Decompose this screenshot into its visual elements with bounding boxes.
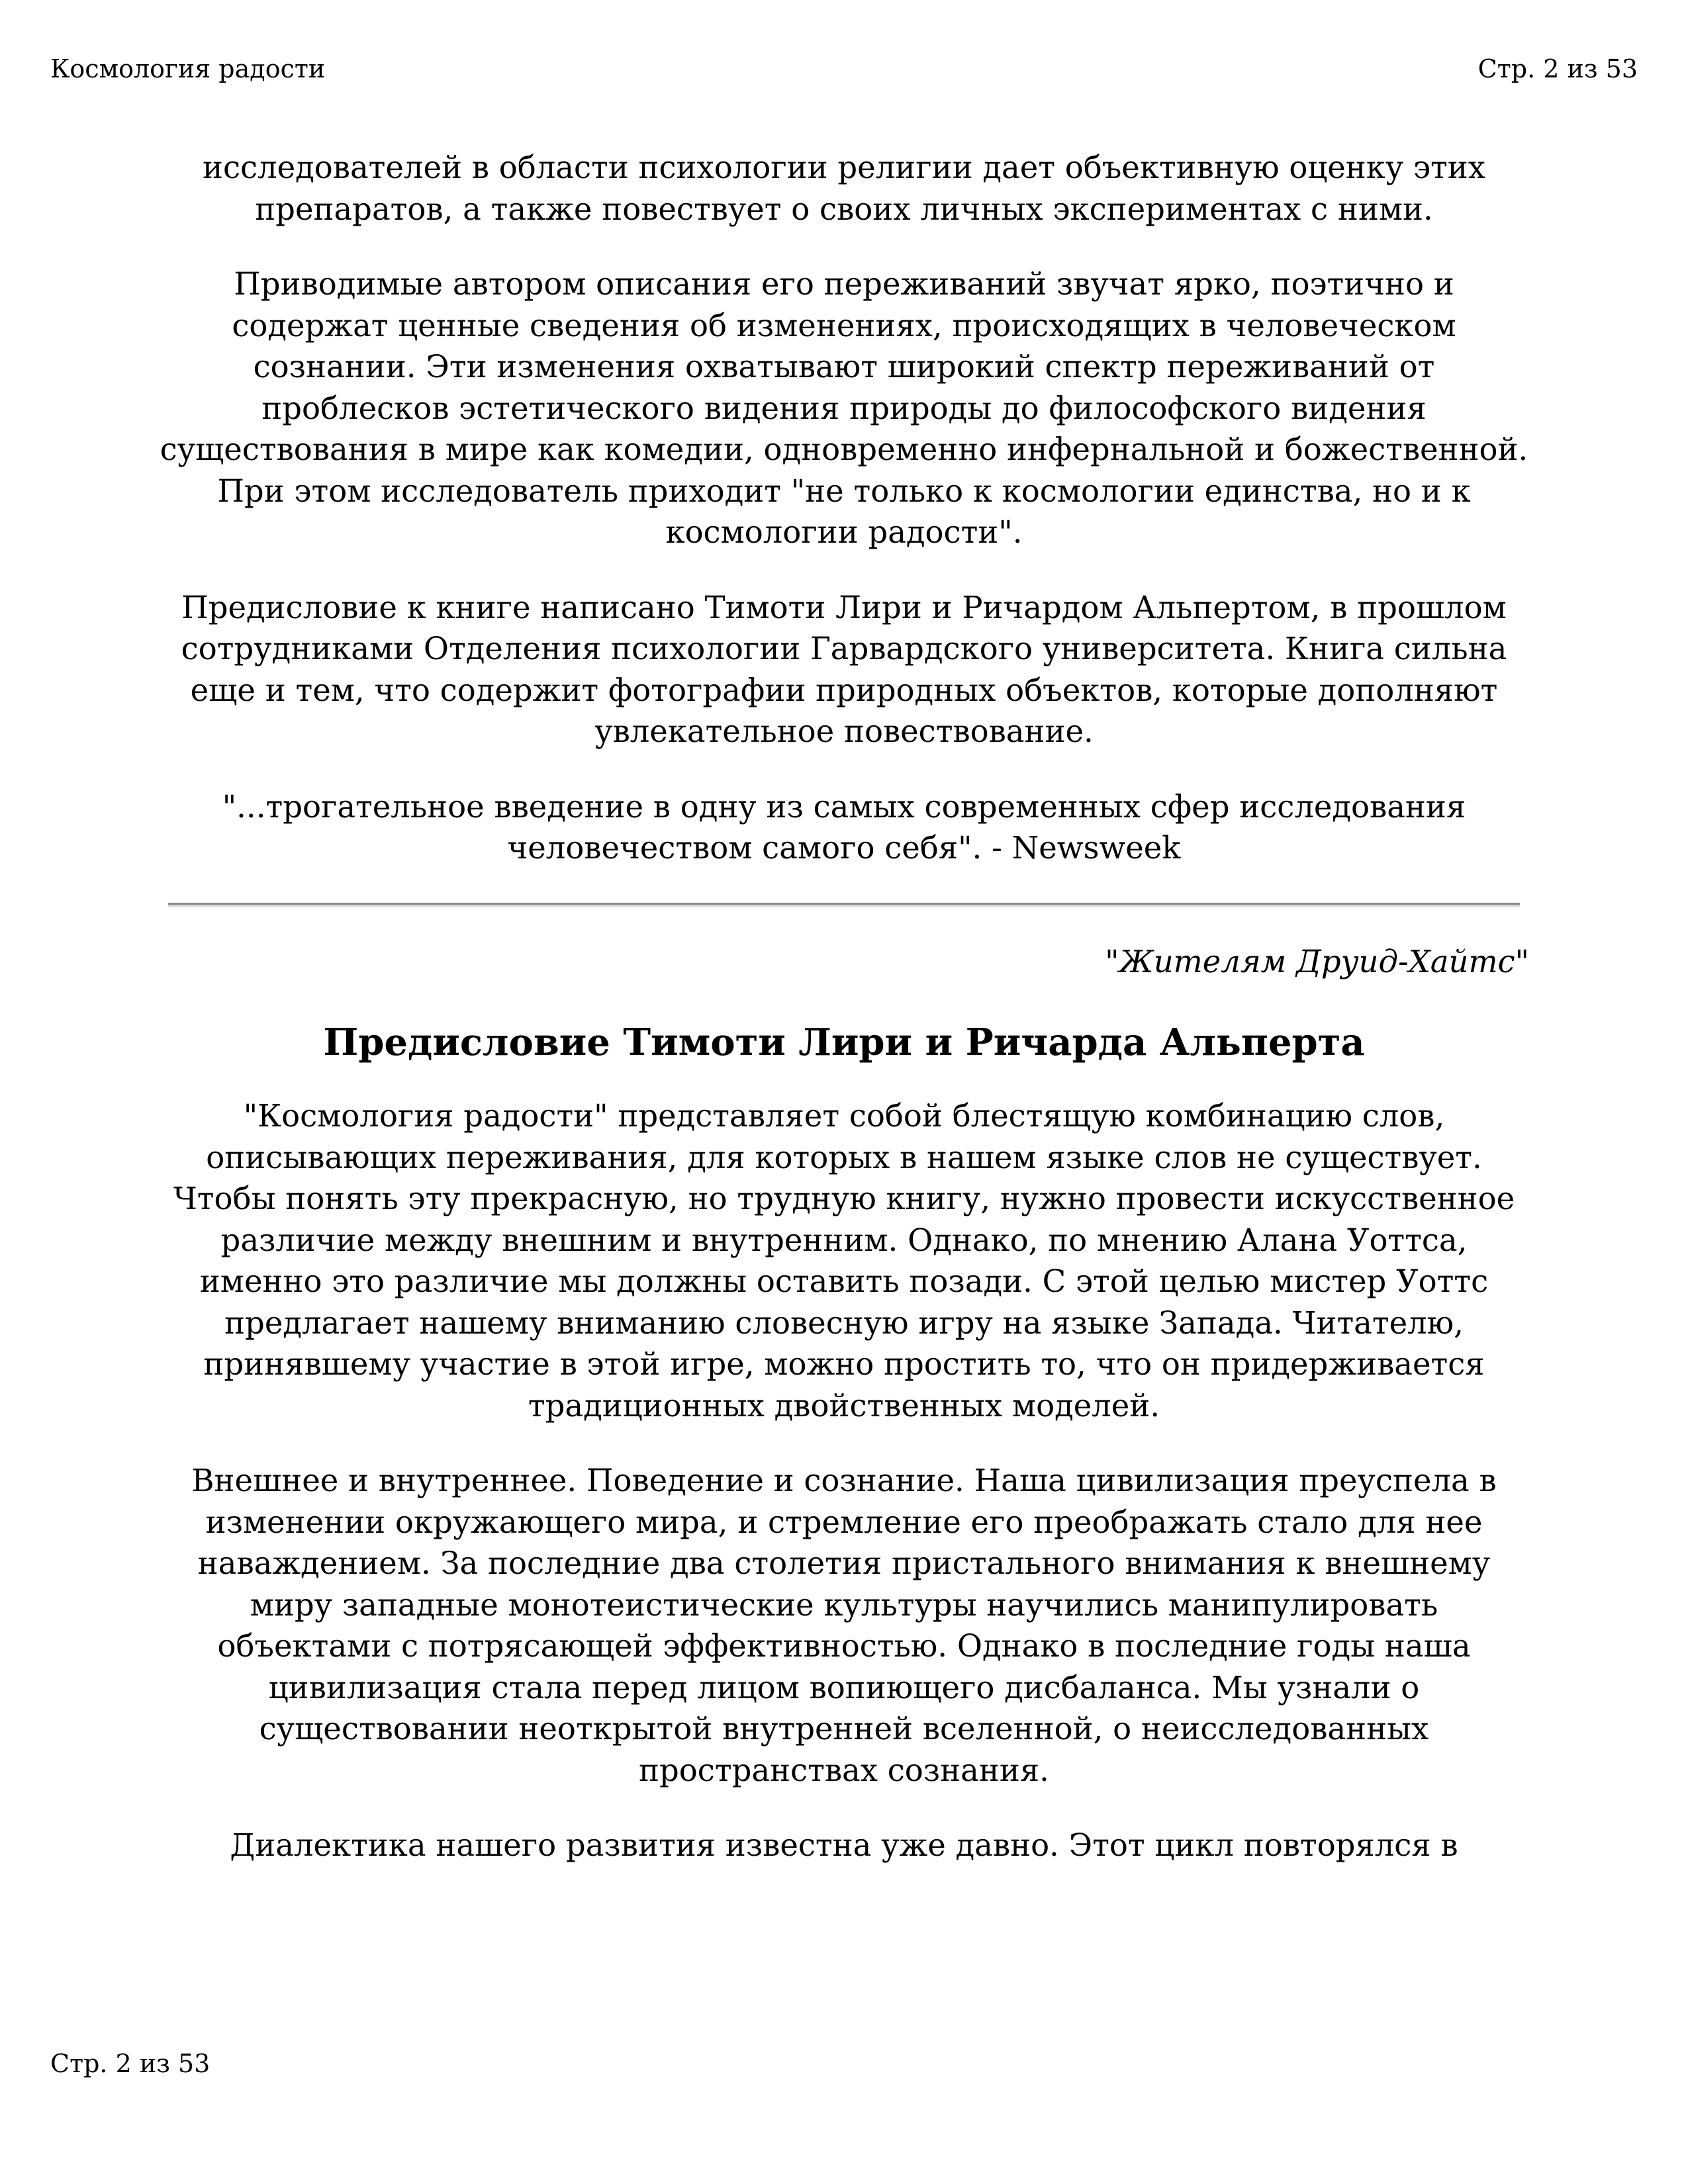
paragraph: Предисловие к книге написано Тимоти Лири и Ричардом Альпертом, в прошлом сотрудниками Отделения психологии Гарвардского университета. Книга сильна еще и тем, что содержит фотографии природных объектов, которые дополняют увлекательное повествование.: [181, 589, 1507, 749]
page-number-bottom: Стр. 2 из 53: [50, 2049, 211, 2078]
dedication-close-quote: ": [1515, 943, 1529, 979]
paragraph: "Космология радости" представляет собой блестящую комбинацию слов, описывающих переживания, для которых в нашем языке слов не существует. Чтобы понять эту прекрасную, но трудную книгу, нужно провести искусственное различие между внешним и внутренним. Однако, по мнению Алана Уоттса, именно это различие мы должны оставить позади. С этой целью мистер Уоттс предлагает нашему вниманию словесную игру на языке Запада. Читателю, принявшему участие в этой игре, можно простить то, что он придерживается традиционных двойственных моделей.: [173, 1098, 1515, 1424]
paragraph: Внешнее и внутреннее. Поведение и сознание. Наша цивилизация преуспела в изменении окружающего мира, и стремление его преображать стало для нее наваждением. За последние два столетия пристального внимания к внешнему миру западные монотеистические культуры научились манипулировать объектами с потрясающей эффективностью. Однако в последние годы наша цивилизация стала перед лицом вопиющего дисбаланса. Мы узнали о существовании неоткрытой внутренней вселенной, о неисследованных пространствах сознания.: [191, 1463, 1497, 1788]
paragraph: Диалектика нашего развития известна уже давно. Этот цикл повторялся в: [230, 1827, 1458, 1863]
dedication: [159, 941, 1529, 983]
quote-paragraph: "...трогательное введение в одну из самых современных сфер исследования человечеством самого себя". - Newsweek: [222, 788, 1466, 866]
page-header: [50, 49, 1638, 89]
paragraph: Приводимые автором описания его переживаний звучат ярко, поэтично и содержат ценные сведения об изменениях, происходящих в человеческом сознании. Эти изменения охватывают широкий спектр переживаний от проблесков эстетического видения природы до философского видения существования в мире как комедии, одновременно инфернальной и божественной. При этом исследователь приходит "не только к космологии единства, но и к космологии радости".: [160, 266, 1528, 550]
paragraph: исследователей в области психологии религии дает объективную оценку этих препаратов, а также повествует о своих личных экспериментах с ними.: [203, 150, 1485, 227]
dedication-open-quote: ": [1105, 943, 1119, 979]
document-body: [159, 147, 1529, 1900]
horizontal-divider: [168, 903, 1520, 907]
section-heading: Предисловие Тимоти Лири и Ричарда Альперта: [323, 1021, 1365, 1064]
page-number-top: Стр. 2 из 53: [1477, 54, 1638, 83]
dedication-text: Жителям Друид-Хайтс: [1119, 943, 1515, 979]
document-title: Космология радости: [50, 54, 326, 83]
